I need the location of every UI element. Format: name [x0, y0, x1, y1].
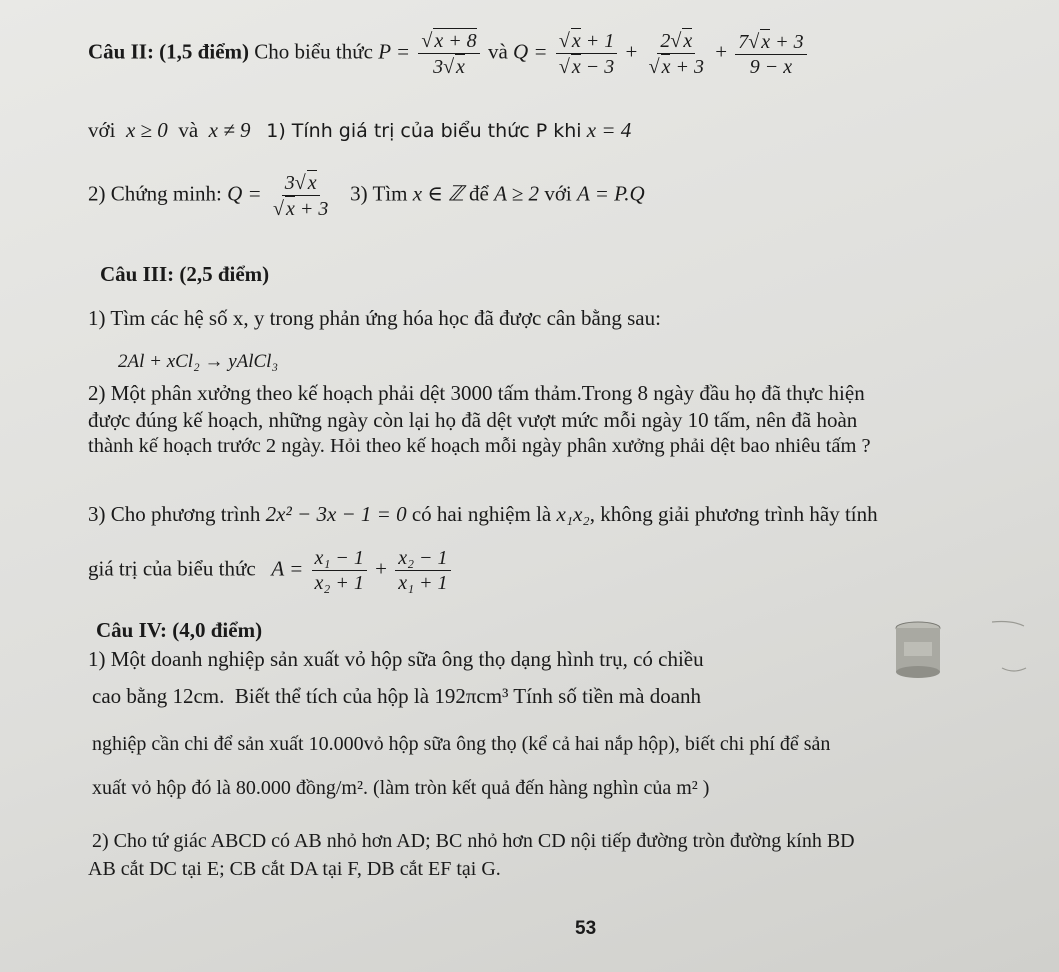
- a1-num: x₁ − 1: [312, 546, 367, 571]
- cond2: x ≠ 9: [208, 118, 251, 142]
- cau2-intro: Cho biểu thức: [254, 39, 373, 64]
- q2f-num-rad: x: [307, 172, 317, 194]
- p3-post: , không giải phương trình hãy tính: [589, 502, 878, 526]
- with-word: với: [88, 118, 116, 142]
- p1-line2b: Biết thể tích của hộp là 192πcm³ Tính số tiền mà doanh: [234, 684, 702, 708]
- cau2-line2: [88, 118, 631, 143]
- p3-pre: 3) Cho phương trình: [88, 502, 261, 526]
- cau3-heading: Câu III: (2,5 điểm): [100, 262, 270, 286]
- p3-mid: có hai nghiệm là: [411, 502, 552, 526]
- a1-den: x₂ + 1: [314, 572, 364, 594]
- q3-num-coef: 7: [738, 30, 749, 53]
- plus-1: +: [625, 39, 638, 64]
- q1-num-post: + 1: [580, 30, 615, 52]
- q-term3: $\frac{7√ x + 3}{9 - x}$: [735, 29, 806, 79]
- a2-den: x₁ + 1: [398, 572, 448, 594]
- cau3-p3-line1: [88, 502, 878, 526]
- cau3-p3-line2: [88, 546, 454, 595]
- p1-line2a: cao bằng 12cm.: [92, 684, 225, 708]
- part3-text: 3) Tìm: [350, 181, 408, 206]
- q2f-den-post: + 3: [294, 198, 329, 220]
- cau4-heading: Câu IV: (4,0 điểm): [96, 618, 263, 642]
- part2-text: 2) Chứng minh:: [88, 181, 222, 206]
- a2-num: x₂ − 1: [395, 546, 450, 571]
- q1-num-rad: x: [571, 30, 581, 52]
- q2-label: Q =: [227, 181, 262, 206]
- p3-roots: x₁x₂: [556, 502, 590, 526]
- q2-den-rad: x: [661, 56, 671, 78]
- cau4-p1-line4: xuất vỏ hộp đó là 80.000 đồng/m². (làm tròn kết quả đến hàng nghìn của m² ): [92, 777, 710, 799]
- milk-can-illustration: [892, 618, 1042, 690]
- q3-den: 9 − x: [749, 55, 793, 78]
- cau4-p2-line1: 2) Cho tứ giác ABCD có AB nhỏ hơn AD; BC nhỏ hơn CD nội tiếp đường tròn đường kính BD: [92, 830, 855, 852]
- q2-num-coef: 2: [660, 30, 671, 52]
- q3-num-rad: x: [761, 30, 771, 53]
- page-number: 53: [575, 918, 597, 939]
- cau4-p2-line2: AB cắt DC tại E; CB cắt DA tại F, DB cắt EF tại G.: [88, 858, 501, 880]
- cau3-p2-line1: 2) Một phân xưởng theo kế hoạch phải dệt 3000 tấm thảm.Trong 8 ngày đầu họ đã thực hiện: [88, 381, 865, 405]
- cau4-p1-line1: 1) Một doanh nghiệp sản xuất vỏ hộp sữa ông thọ dạng hình trụ, có chiều: [88, 647, 704, 671]
- part3-def: A = P.Q: [577, 181, 645, 206]
- cau2-line1: [88, 28, 810, 79]
- cau3-p2-line2: được đúng kế hoạch, những ngày còn lại họ đã dệt vượt mức mỗi ngày 10 tấm, nên đã hoàn: [88, 408, 858, 432]
- cau2-heading: Câu II: (1,5 điểm): [88, 39, 249, 64]
- part3-mid: để: [469, 181, 489, 206]
- cau4-p1-line3: nghiệp cần chi để sản xuất 10.000vỏ hộp sữa ông thọ (kể cả hai nắp hộp), biết chi phí để sản: [92, 733, 831, 755]
- part1-value: x = 4: [586, 118, 632, 142]
- p-fraction: $\frac{√ x + 8}{3√ x}$: [418, 28, 479, 79]
- a-label: A =: [271, 556, 304, 581]
- part3-ineq: A ≥ 2: [494, 181, 540, 206]
- q2-den-post: + 3: [670, 56, 704, 78]
- q-term1: $\frac{√ x + 1}{√ x - 3}$: [556, 28, 617, 79]
- q2f-den-rad: x: [285, 198, 295, 220]
- cond1: x ≥ 0: [125, 118, 168, 142]
- reaction: 2Al + xCl₂ → yAlCl₃: [118, 351, 279, 372]
- p3-equation: 2x² − 3x − 1 = 0: [265, 502, 407, 526]
- p-den-coef: 3: [433, 56, 444, 78]
- q2-fraction: $\frac{3√ x}{√ x + 3}$: [272, 172, 329, 220]
- q2-num-rad: x: [683, 30, 693, 52]
- q-label: Q =: [513, 39, 548, 64]
- p3-line2-text: giá trị của biểu thức: [88, 556, 256, 581]
- a-term1: [312, 546, 367, 595]
- q-term2: $\frac{2√ x}{√ x + 3}$: [648, 30, 704, 78]
- part1-text: 1) Tính giá trị của biểu thức P khi: [266, 120, 582, 142]
- p-label: P =: [378, 39, 411, 64]
- and-word: và: [487, 39, 508, 64]
- and-word-2: và: [178, 118, 199, 142]
- cau4-p1-line2: [92, 684, 701, 708]
- q1-den-post: − 3: [580, 56, 615, 78]
- cau3-p1: 1) Tìm các hệ số x, y trong phản ứng hóa học đã được cân bằng sau:: [88, 306, 661, 330]
- p-den-rad: x: [456, 56, 465, 78]
- part3-set: x ∈ ℤ: [412, 181, 464, 206]
- a-term2: [395, 546, 450, 595]
- p-numerator: x + 8: [434, 30, 477, 52]
- cau3-p2-line3: thành kế hoạch trước 2 ngày. Hỏi theo kế hoạch mỗi ngày phân xưởng phải dệt bao nhiêu tấm ?: [88, 435, 871, 457]
- plus-2: +: [715, 39, 728, 64]
- a-plus: +: [375, 556, 387, 581]
- q1-den-rad: x: [571, 56, 581, 78]
- q2f-num-coef: 3: [284, 172, 295, 194]
- cau2-line3: [88, 170, 645, 221]
- q3-num-post: + 3: [770, 30, 804, 53]
- part3-with: với: [544, 181, 572, 206]
